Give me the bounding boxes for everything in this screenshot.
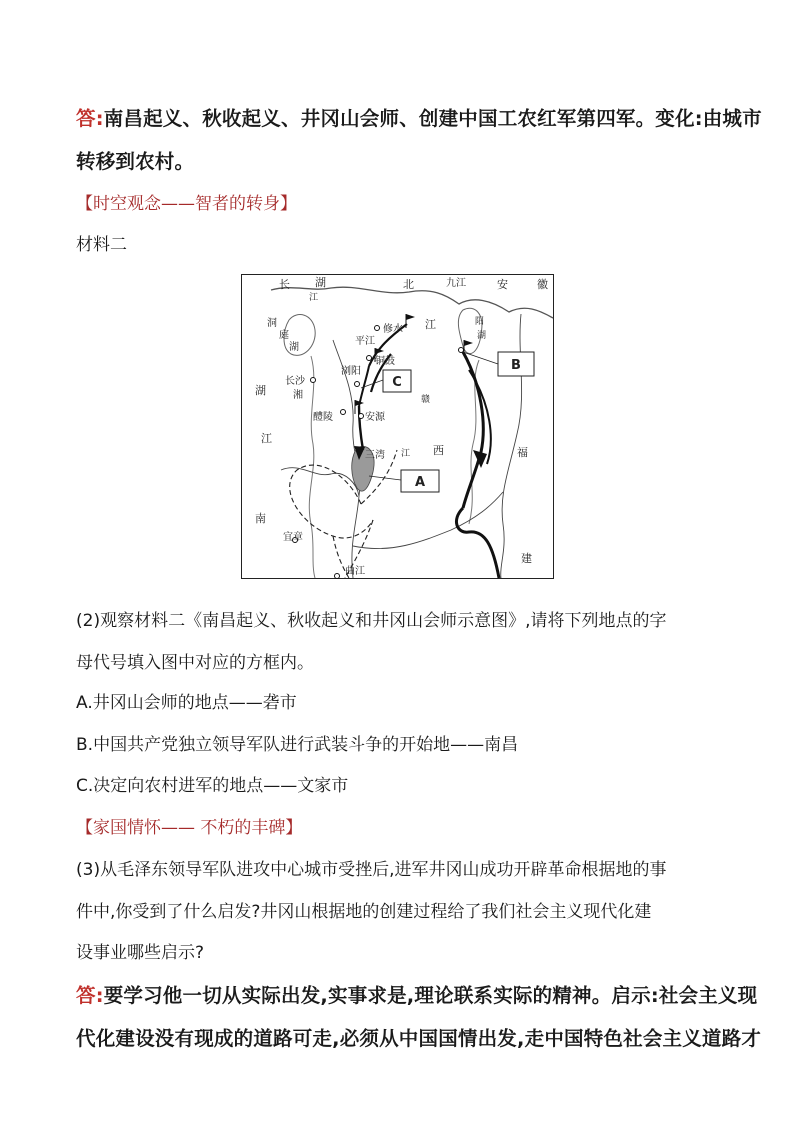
map-label-an: 安 xyxy=(497,278,508,291)
question-3-line-1: (3)从毛泽东领导军队进攻中心城市受挫后,进军井冈山成功开辟革命根据地的事 xyxy=(76,860,667,880)
map-label-sanwan: 三湾 xyxy=(365,450,385,461)
map-label-xiushui: 修水 xyxy=(383,324,403,335)
map-label-jiang-mid: 江 xyxy=(401,449,411,459)
map-label-pingjiang: 平江 xyxy=(355,336,375,347)
map-label-ting: 庭 xyxy=(279,330,289,341)
material-2-label: 材料二 xyxy=(76,235,127,255)
box-c-label: C xyxy=(392,375,402,390)
box-a-label: A xyxy=(414,475,426,490)
question-3-line-2: 件中,你受到了什么启发?井冈山根据地的创建过程给了我们社会主义现代化建 xyxy=(76,902,652,922)
map-label-yang: 阳 xyxy=(475,317,485,327)
map-label-hu-prov: 湖 xyxy=(255,384,266,397)
answer-1-line-1: 答:南昌起义、秋收起义、井冈山会师、创建中国工农红军第四军。变化:由城市 xyxy=(76,107,762,130)
map-label-jiang-river: 江 xyxy=(309,293,319,303)
map-label-gan: 赣 xyxy=(421,395,431,405)
option-c: C.决定向农村进军的地点——文家市 xyxy=(76,776,349,796)
map-label-changsha: 长沙 xyxy=(285,376,305,387)
map-label-jiang-left: 江 xyxy=(261,432,272,445)
map-label-hui: 徽 xyxy=(537,278,548,291)
map-label-hu-lake: 湖 xyxy=(289,342,299,353)
map-label-liling: 醴陵 xyxy=(313,412,333,423)
map-label-yizhang: 宜章 xyxy=(283,532,303,543)
option-a: A.井冈山会师的地点——砻市 xyxy=(76,693,297,713)
map-label-hu-poyang: 湖 xyxy=(477,331,487,341)
answer-3-line-1: 答:要学习他一切从实际出发,实事求是,理论联系实际的精神。启示:社会主义现 xyxy=(76,984,758,1007)
map-label-jiujiang: 九江 xyxy=(446,278,466,289)
map-label-qujiang: 曲江 xyxy=(345,566,365,577)
map-label-chang: 长 xyxy=(279,278,290,291)
section-heading-patriotism: 【家国情怀—— 不朽的丰碑】 xyxy=(76,818,303,838)
map-label-jian: 建 xyxy=(521,552,532,565)
question-2-line-1: (2)观察材料二《南昌起义、秋收起义和井冈山会师示意图》,请将下列地点的字 xyxy=(76,611,667,631)
question-2-line-2: 母代号填入图中对应的方框内。 xyxy=(76,653,314,673)
map-label-fu: 福 xyxy=(517,446,528,459)
map-label-xiang-river: 湘 xyxy=(293,390,303,401)
map-label-xi: 西 xyxy=(433,444,444,457)
map-label-hu-top: 湖 xyxy=(315,276,326,289)
answer-3-lead: 答: xyxy=(76,984,104,1007)
section-heading-space-time: 【时空观念——智者的转身】 xyxy=(76,194,297,214)
box-b-label: B xyxy=(511,358,521,373)
map-label-jiang-prov: 江 xyxy=(425,318,436,331)
map-label-anyuan: 安源 xyxy=(365,412,385,423)
option-b: B.中国共产党独立领导军队进行武装斗争的开始地——南昌 xyxy=(76,735,519,755)
map-label-nan: 南 xyxy=(255,512,266,525)
map-label-tonggu: 铜鼓 xyxy=(375,356,395,367)
answer-3-line-2: 代化建设没有现成的道路可走,必须从中国国情出发,走中国特色社会主义道路才 xyxy=(76,1027,762,1050)
answer-1-lead: 答: xyxy=(76,107,104,130)
map-label-bei: 北 xyxy=(403,278,414,291)
answer-1-line-2: 转移到农村。 xyxy=(76,150,195,173)
question-3-line-3: 设事业哪些启示? xyxy=(76,943,205,963)
map-label-liuyang: 浏阳 xyxy=(341,366,361,377)
map-label-dong: 洞 xyxy=(267,318,277,329)
map-figure xyxy=(241,274,554,579)
